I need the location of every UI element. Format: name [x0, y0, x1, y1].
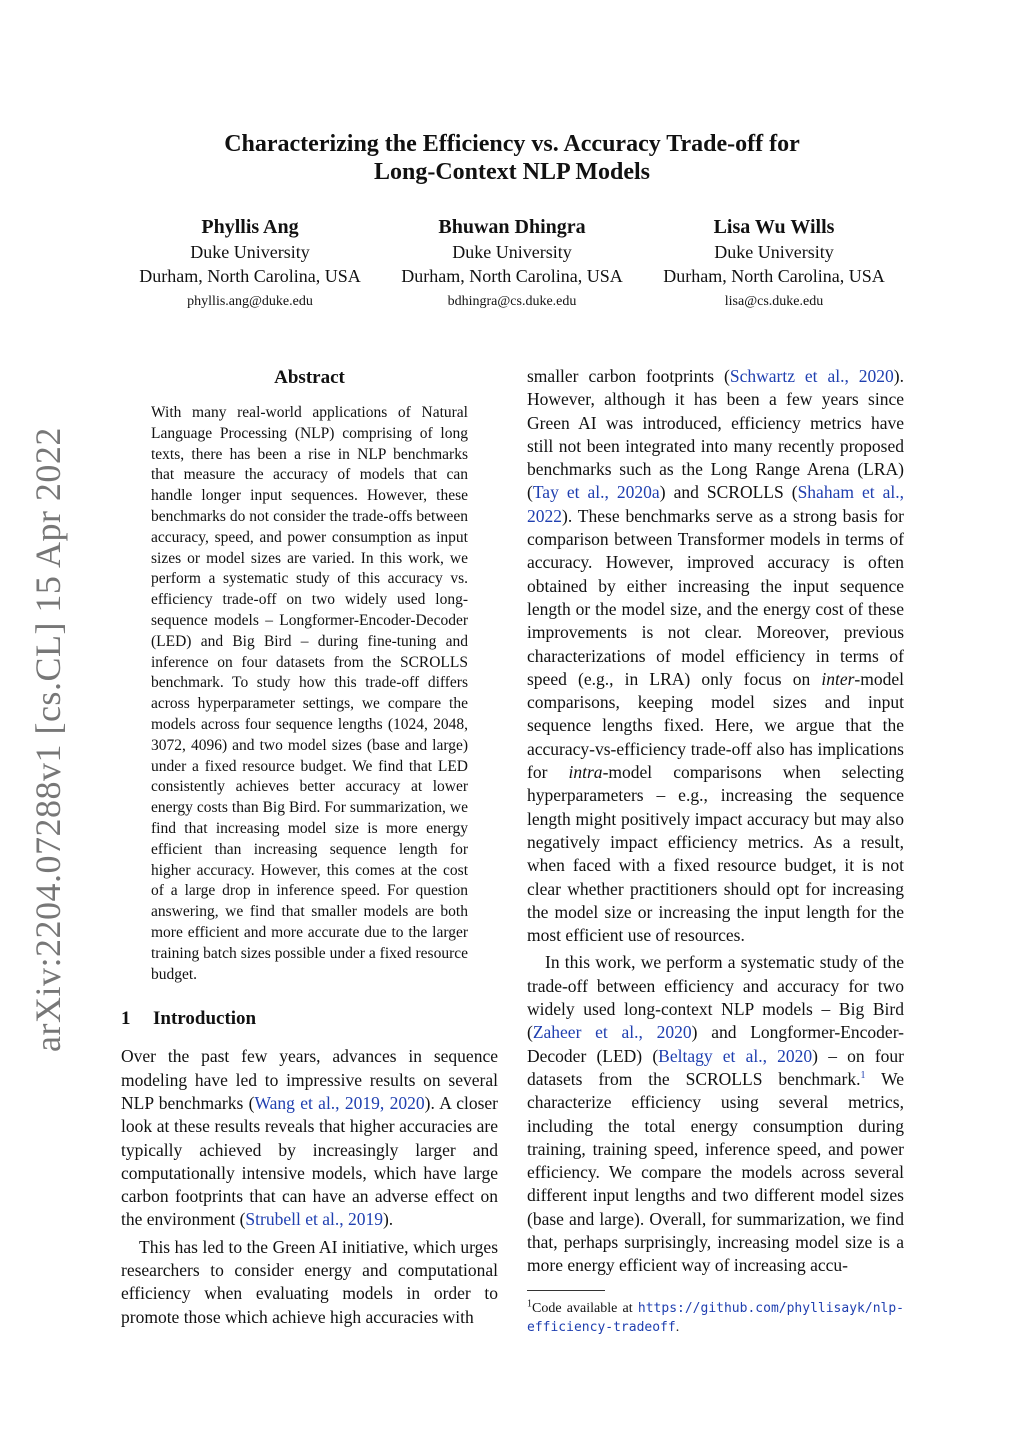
author-affiliation: Duke University: [714, 242, 834, 262]
abstract-text: With many real-world applications of Natural Language Processing (NLP) comprising of long texts, there has been a rise in NLP benchmarks that measure the accuracy of models that can handle longer input sequences. However, these benchmarks do not consider the trade-offs between accuracy, speed, and power consumption as input sizes or model sizes are varied. In this work, we perform a systematic study of this accuracy vs. efficiency trade-off on two widely used long-sequence models – Longformer-Encoder-Decoder (LED) and Big Bird – during fine-tuning and inference on four datasets from the SCROLLS benchmark. To study how this trade-off differs across hyperparameter settings, we compare the models across four sequence lengths (1024, 2048, 3072, 4096) and two model sizes (base and large) under a fixed resource budget. We find that LED consistently achieves better accuracy at lower energy costs than Big Bird. For summarization, we find that increasing model size is more energy efficient than increasing sequence length for higher accuracy. However, this comes at the cost of a large drop in inference speed. For question answering, we find that smaller models are both more efficient and more accurate due to the larger training batch sizes possible under a fixed resource budget.: [151, 404, 468, 983]
section-heading-introduction: [121, 1007, 498, 1031]
text-span: -model comparisons, keeping model sizes and input sequence lengths fixed. Here, we argue that the accuracy-vs-efficiency trade-off also has implications for: [527, 668, 904, 783]
paper-title-line-2: Long-Context NLP Models: [374, 159, 650, 185]
footnote-end: .: [675, 1319, 680, 1335]
citation-link[interactable]: Beltagy et al., 2020: [658, 1045, 813, 1066]
citation-link[interactable]: Zaheer et al., 2020: [532, 1022, 692, 1043]
citation-link[interactable]: Strubell et al., 2019: [245, 1209, 383, 1230]
text-span: In this work, we perform a systematic study of the trade-off between efficiency and accuracy for two widely used long-context NLP models – Big Bird (: [527, 952, 904, 1043]
emphasis: inter: [821, 668, 855, 689]
footnote-marker[interactable]: 1: [860, 1070, 866, 1082]
citation-link[interactable]: Schwartz et al., 2020: [729, 366, 894, 386]
paper-title-line-1: Characterizing the Efficiency vs. Accuracy Trade-off for: [224, 131, 800, 157]
repository-link[interactable]: https://github.com/phyllisayk/nlp-efficiency-tradeoff: [527, 1300, 904, 1335]
text-span: ) and Longformer-Encoder-Decoder (LED) (: [527, 1022, 905, 1066]
intro-paragraph-1: [121, 1045, 498, 1231]
text-span: Over the past few years, advances in sequence modeling have led to impressive results on several NLP benchmarks (: [121, 1046, 498, 1113]
text-span: We characterize efficiency using several metrics, including the total energy consumption during training, training speed, inference speed, and power efficiency. We compare the models across several different input lengths and two different model sizes (base and large). Overall, for summarization, we find that, perhaps surprisingly, increasing model size is a more energy efficient way of increasing accu-: [527, 1068, 904, 1276]
citation-link[interactable]: Wang et al., 2019, 2020: [254, 1092, 425, 1113]
text-span: ).: [382, 1209, 394, 1230]
author-location: Durham, North Carolina, USA: [139, 266, 361, 286]
author-name: Phyllis Ang: [201, 216, 299, 238]
footnote: [527, 1299, 904, 1337]
author-block: [120, 214, 904, 314]
text-span: ). A closer look at these results reveals that higher accuracies are typically achieved by increasingly larger and computationally intensive models, which have large carbon footprints that can have an adverse effect on the environment (: [121, 1092, 498, 1230]
author-location: Durham, North Carolina, USA: [663, 266, 885, 286]
author-location: Durham, North Carolina, USA: [401, 266, 623, 286]
author-1: [120, 214, 380, 314]
section-title: Introduction: [153, 1008, 257, 1030]
text-span: smaller carbon footprints (: [527, 366, 730, 386]
intro-paragraph-2: This has led to the Green AI initiative, which urges researchers to consider energy and computational efficiency when evaluating models in order to promote those which achieve high accuracies with: [121, 1236, 498, 1327]
intro-paragraph-3: [527, 365, 904, 947]
author-2: [382, 214, 642, 314]
paper-title: [120, 130, 904, 186]
right-column: [527, 365, 904, 1337]
author-name: Lisa Wu Wills: [713, 216, 835, 238]
author-affiliation: Duke University: [452, 242, 572, 262]
left-column: [121, 365, 498, 1329]
text-span: ) and SCROLLS (: [659, 482, 798, 503]
author-email[interactable]: bdhingra@cs.duke.edu: [447, 294, 577, 309]
text-span: ) – on four datasets from the SCROLLS benchmark.: [527, 1045, 904, 1089]
citation-link[interactable]: Shaham et al., 2022: [527, 482, 905, 526]
author-affiliation: Duke University: [190, 242, 310, 262]
text-span: ). These benchmarks serve as a strong basis for comparison between Transformer models in terms of accuracy. However, improved accuracy is often obtained by either increasing the input sequence length or the model size, and the energy cost of these improvements is not clear. Moreover, previous characterizations of model efficiency in terms of speed (e.g., in LRA) only focus on: [527, 505, 904, 689]
abstract-heading: Abstract: [274, 367, 345, 388]
footnote-divider: [527, 1290, 605, 1291]
arxiv-identifier: arXiv:2204.07288v1 [cs.CL] 15 Apr 2022: [28, 427, 68, 1052]
text-span: -model comparisons when selecting hyperparameters – e.g., increasing the sequence length might positively impact accuracy but may also negatively impact efficiency metrics. As a result, when faced with a fixed resource budget, it is not clear whether practitioners should opt for increasing the model size or increasing the input length for the most efficient use of resources.: [527, 762, 904, 946]
author-email[interactable]: phyllis.ang@duke.edu: [187, 294, 313, 309]
author-3: [644, 214, 904, 314]
author-name: Bhuwan Dhingra: [438, 216, 586, 238]
author-email[interactable]: lisa@cs.duke.edu: [724, 294, 824, 309]
footnote-number: 1: [527, 1297, 532, 1309]
text-span: ). However, although it has been a few years since Green AI was introduced, efficiency metrics have still not been integrated into many recently proposed benchmarks such as the Long Range Arena (LRA) (: [527, 366, 904, 503]
footnote-text: Code available at: [532, 1300, 638, 1316]
citation-link[interactable]: Tay et al., 2020a: [532, 482, 660, 503]
emphasis: intra: [568, 762, 603, 783]
intro-paragraph-4: [527, 951, 904, 1277]
section-number: 1: [121, 1008, 131, 1030]
